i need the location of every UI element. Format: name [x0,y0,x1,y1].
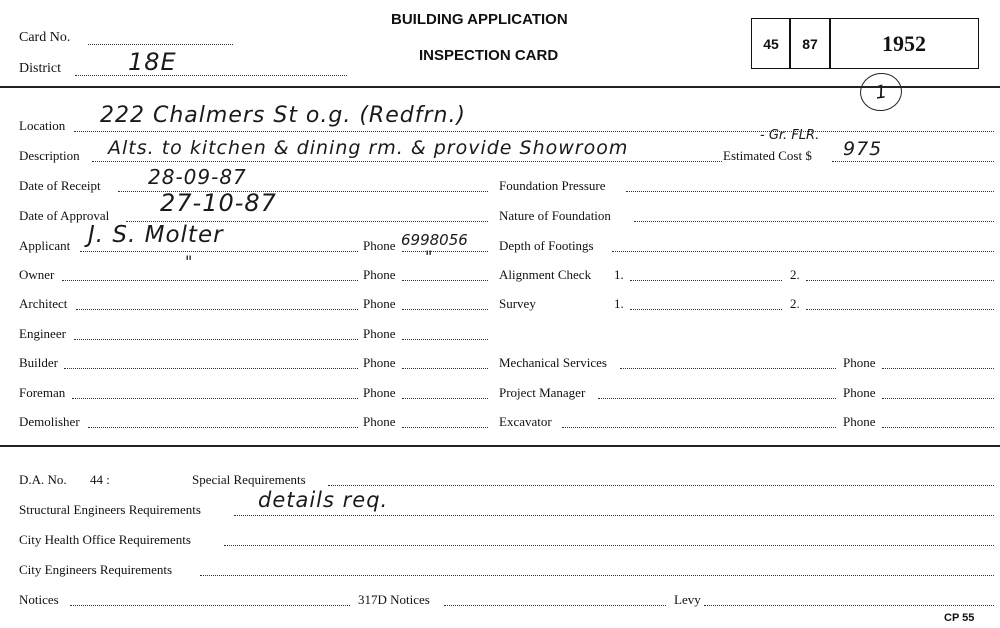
foundation-pressure-field [626,191,994,192]
alignment-field-2 [806,280,994,281]
alignment-check-label: Alignment Check [499,267,592,282]
levy-field [704,605,994,606]
description-label: Description [19,148,80,163]
survey-label: Survey [499,296,536,311]
owner-phone-value: " [425,247,434,266]
builder-phone-label: Phone [363,355,396,370]
mechanical-label: Mechanical Services [499,355,607,370]
survey-num-1: 1. [614,296,624,311]
health-office-label: City Health Office Requirements [19,532,191,547]
mechanical-phone-field [882,368,994,369]
engineer-field [74,339,358,340]
title-line-1: BUILDING APPLICATION [391,11,568,28]
alignment-num-1: 1. [614,267,624,282]
notices-317d-field [444,605,666,606]
estimated-cost-label: Estimated Cost $ [723,148,812,163]
project-manager-label: Project Manager [499,385,586,400]
applicant-value: J. S. Molter [88,222,224,248]
excavator-phone-field [882,427,994,428]
date-approval-label: Date of Approval [19,208,110,223]
code-box-3: 1952 [829,18,979,69]
special-req-label: Special Requirements [192,472,306,487]
builder-field [64,368,358,369]
applicant-phone-field [402,251,488,252]
notices-field [70,605,350,606]
card-no-label: Card No. [19,30,71,45]
mechanical-field [620,368,836,369]
engineer-label: Engineer [19,326,66,341]
depth-footings-label: Depth of Footings [499,238,594,253]
location-value: 222 Chalmers St o.g. (Redfrn.) [100,103,467,128]
architect-label: Architect [19,296,68,311]
structural-field [234,515,994,516]
header-divider [0,86,1000,88]
special-req-field [328,485,994,486]
demolisher-field [88,427,358,428]
owner-value: " [185,252,194,271]
date-approval-value: 27-10-87 [160,189,277,217]
foreman-phone-field [402,398,488,399]
foreman-phone-label: Phone [363,385,396,400]
foundation-pressure-label: Foundation Pressure [499,178,606,193]
excavator-phone-label: Phone [843,414,876,429]
depth-footings-field [612,251,994,252]
district-value: 18E [128,48,177,76]
health-office-field [224,545,994,546]
circled-mark: 1 [858,70,905,113]
builder-phone-field [402,368,488,369]
owner-field [62,280,358,281]
date-receipt-label: Date of Receipt [19,178,101,193]
alignment-num-2: 2. [790,267,800,282]
estimated-cost-value: 975 [843,138,883,160]
footer-divider [0,445,1000,447]
alignment-field-1 [630,280,782,281]
structural-label: Structural Engineers Requirements [19,502,201,517]
notices-label: Notices [19,592,59,607]
location-field [74,131,994,132]
survey-field-1 [630,309,782,310]
date-receipt-value: 28-09-87 [148,165,247,189]
project-manager-phone-label: Phone [843,385,876,400]
project-manager-field [598,398,836,399]
city-engineers-label: City Engineers Requirements [19,562,173,577]
nature-foundation-label: Nature of Foundation [499,208,611,223]
location-label: Location [19,118,66,133]
excavator-label: Excavator [499,414,552,429]
builder-label: Builder [19,355,58,370]
engineer-phone-field [402,339,488,340]
foreman-label: Foreman [19,385,66,400]
card-no-field [88,44,233,45]
estimated-cost-field [832,161,994,162]
engineer-phone-label: Phone [363,326,396,341]
code-box-2: 87 [789,18,831,69]
da-no-label: D.A. No. [19,472,67,487]
district-field [75,75,347,76]
project-manager-phone-field [882,398,994,399]
owner-phone-label: Phone [363,267,396,282]
foreman-field [72,398,358,399]
levy-label: Levy [674,592,701,607]
applicant-phone-label: Phone [363,238,396,253]
demolisher-label: Demolisher [19,414,80,429]
architect-phone-field [402,309,488,310]
description-value: Alts. to kitchen & dining rm. & provide Showroom [108,137,629,159]
survey-field-2 [806,309,994,310]
code-box-1: 45 [751,18,791,69]
da-no-value: 44 : [90,472,110,487]
notices-317d-label: 317D Notices [358,592,430,607]
nature-foundation-field [634,221,994,222]
applicant-field [80,251,358,252]
demolisher-phone-label: Phone [363,414,396,429]
owner-phone-field [402,280,488,281]
city-engineers-field [200,575,994,576]
description-field [92,161,722,162]
excavator-field [562,427,836,428]
title-line-2: INSPECTION CARD [419,47,559,64]
form-code: CP 55 [944,612,975,624]
district-label: District [19,61,61,76]
mechanical-phone-label: Phone [843,355,876,370]
description-note: - Gr. FLR. [760,128,820,143]
demolisher-phone-field [402,427,488,428]
architect-phone-label: Phone [363,296,396,311]
structural-value: details req. [258,488,389,512]
owner-label: Owner [19,267,55,282]
architect-field [76,309,358,310]
applicant-label: Applicant [19,238,71,253]
survey-num-2: 2. [790,296,800,311]
applicant-phone-value: 6998056 [401,231,468,249]
